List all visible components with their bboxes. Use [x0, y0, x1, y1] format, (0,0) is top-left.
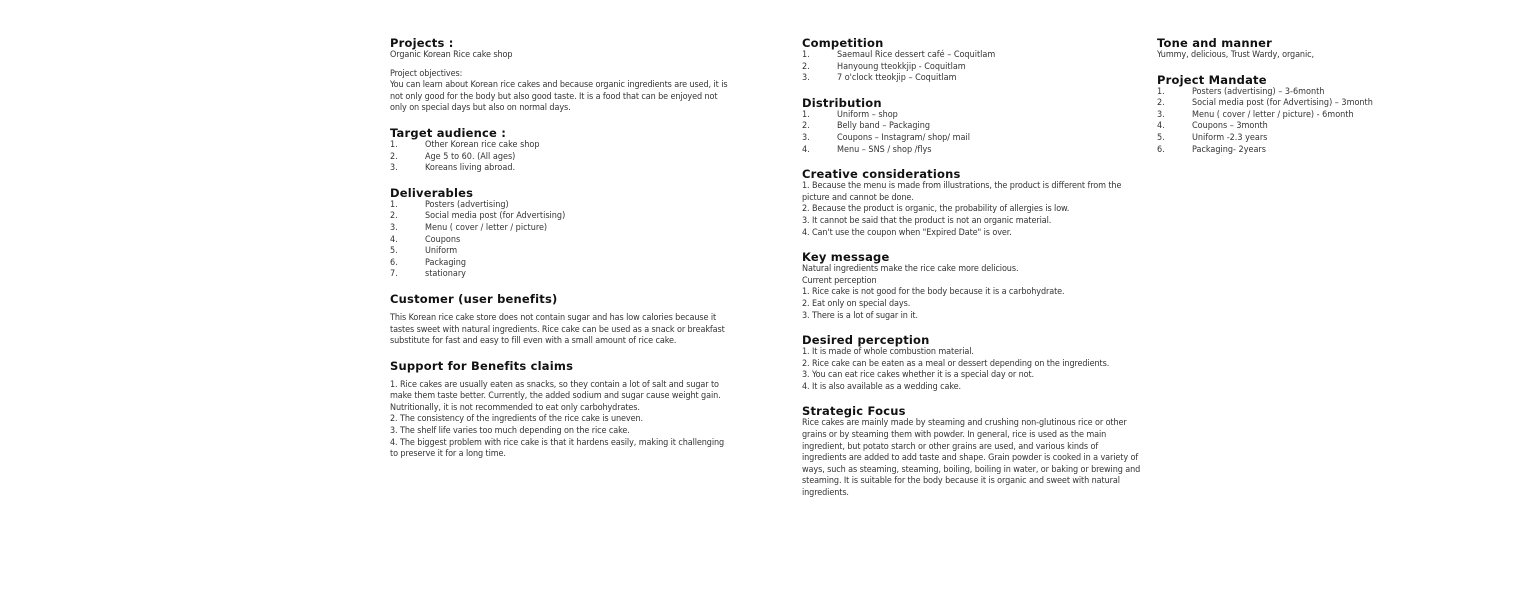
list-item-number: 2.	[390, 151, 398, 162]
list-item-text: Packaging- 2years	[1192, 144, 1266, 155]
text-line: 3. There is a lot of sugar in it.	[802, 310, 918, 321]
text-line: 4. Can't use the coupon when "Expired Date" is over.	[802, 227, 1012, 238]
list-item	[390, 200, 730, 212]
desired-perception-heading: Desired perception	[802, 333, 930, 348]
list-item	[390, 211, 730, 223]
list-item	[802, 133, 1142, 145]
tone-heading: Tone and manner	[1157, 36, 1272, 50]
list-item-number: 3.	[802, 132, 810, 143]
brief-column-middle	[802, 36, 1142, 500]
list-item-text: Uniform	[425, 246, 458, 257]
list-item-text: Saemaul Rice dessert café – Coquitlam	[837, 50, 996, 60]
list-item	[390, 235, 730, 247]
list-item-text: Hanyoung tteokkjip - Coquitlam	[837, 61, 966, 72]
list-item-text: Age 5 to 60. (All ages)	[425, 151, 516, 162]
list-item-text: Uniform – shop	[837, 109, 898, 120]
target-audience-heading: Target audience :	[390, 125, 507, 140]
key-message-lines	[802, 264, 1142, 322]
distribution-list	[802, 110, 1142, 156]
key-message-heading: Key message	[802, 250, 890, 265]
list-item-number: 2.	[802, 121, 810, 132]
list-item-text: Menu ( cover / letter / picture)	[425, 222, 548, 233]
deliverables-heading: Deliverables	[390, 185, 474, 200]
list-item-text: 7 o'clock tteokjip – Coquitlam	[837, 73, 957, 84]
list-item-text: Packaging	[425, 257, 467, 268]
customer-benefits-heading: Customer (user benefits)	[390, 291, 558, 306]
text-line: 3. The shelf life varies too much depending on the rice cake.	[390, 426, 630, 437]
list-item-number: 6.	[1157, 144, 1165, 155]
list-item-number: 4.	[802, 144, 810, 155]
strategic-focus-text: Rice cakes are mainly made by steaming and crushing non-glutinous rice or other grains or by steaming them with powder. In general, rice is used as the main ingredient, but potato starch or other grains are used, and various kinds of ingredients are added to add taste and shape. Grain powder is cooked in a variety of ways, such as steaming, steaming, boiling, boiling in water, or baking or brewing and steaming. It is suitable for the body because it is organic and sweet with natural ingredients.	[802, 418, 1141, 499]
list-item	[390, 258, 730, 270]
list-item	[1157, 133, 1387, 145]
list-item-text: Menu ( cover / letter / picture) - 6month	[1192, 109, 1354, 120]
list-item-text: Coupons – Instagram/ shop/ mail	[837, 132, 970, 143]
list-item-text: Coupons	[425, 234, 461, 245]
list-item-text: Social media post (for Advertising)	[425, 211, 566, 222]
text-line: 1. Rice cake is not good for the body because it is a carbohydrate.	[802, 287, 1065, 298]
list-item-text: Social media post (for Advertising) – 3month	[1192, 98, 1373, 109]
desired-perception-lines	[802, 347, 1142, 393]
list-item-number: 3.	[1157, 109, 1165, 120]
strategic-focus-heading: Strategic Focus	[802, 404, 906, 419]
list-item-number: 5.	[1157, 132, 1165, 143]
text-line: 2. Rice cake can be eaten as a meal or dessert depending on the ingredients.	[802, 358, 1110, 369]
target-audience-section	[390, 126, 730, 175]
brief-column-left	[390, 36, 730, 461]
creative-section	[802, 167, 1142, 239]
strategic-focus-section	[802, 404, 1142, 499]
key-message-section	[802, 250, 1142, 322]
customer-benefits-section	[390, 292, 730, 348]
list-item-text: Coupons – 3month	[1192, 121, 1268, 132]
list-item	[1157, 145, 1387, 157]
list-item	[802, 62, 1142, 74]
creative-lines	[802, 181, 1142, 239]
text-line: 1. Rice cakes are usually eaten as snacks, so they contain a lot of salt and sugar to make them taste better. Currently, the added sodium and sugar cause weight gain. Nutritionally, it is not recommended to eat only carbohydrates.	[390, 379, 721, 413]
list-item	[1157, 98, 1387, 110]
support-claims-heading: Support for Benefits claims	[390, 358, 574, 373]
support-claims-section	[390, 359, 730, 461]
list-item	[802, 73, 1142, 85]
text-line: 1. Because the menu is made from illustrations, the product is different from the picture and cannot be done.	[802, 181, 1122, 203]
competition-list	[802, 50, 1142, 85]
customer-benefits-text: This Korean rice cake store does not contain sugar and has low calories because it tastes sweet with natural ingredients. Rice cake can be used as a snack or breakfast substitute for fast and easy to fill even with a small amount of rice cake.	[390, 312, 725, 347]
tone-section	[1157, 36, 1387, 62]
desired-perception-section	[802, 333, 1142, 393]
support-claims-lines	[390, 380, 730, 461]
deliverables-list	[390, 200, 730, 281]
list-item-text: stationary	[425, 269, 466, 280]
list-item-number: 3.	[802, 73, 810, 84]
tone-text: Yummy, delicious, Trust Wardy, organic,	[1157, 50, 1314, 60]
list-item-number: 1.	[390, 199, 398, 210]
project-name: Organic Korean Rice cake shop	[390, 50, 513, 60]
list-item	[802, 50, 1142, 62]
list-item-number: 1.	[390, 139, 398, 150]
objectives-text: You can learn about Korean rice cakes and because organic ingredients are used, it is not only good for the body but also good taste. It is a food that can be enjoyed not only on special days but also on normal days.	[390, 80, 728, 114]
creative-heading: Creative considerations	[802, 167, 961, 182]
list-item-text: Posters (advertising) – 3-6month	[1192, 86, 1325, 97]
text-line: 3. It cannot be said that the product is not an organic material.	[802, 215, 1052, 226]
list-item-number: 5.	[390, 246, 398, 257]
project-mandate-section	[1157, 73, 1387, 157]
list-item-text: Belly band – Packaging	[837, 121, 931, 132]
list-item	[390, 152, 730, 164]
text-line: 3. You can eat rice cakes whether it is a special day or not.	[802, 370, 1035, 381]
list-item-number: 1.	[802, 50, 810, 60]
list-item	[390, 140, 730, 152]
deliverables-section	[390, 186, 730, 281]
list-item-number: 6.	[390, 257, 398, 268]
list-item	[802, 121, 1142, 133]
list-item-text: Posters (advertising)	[425, 199, 509, 210]
list-item	[390, 246, 730, 258]
list-item	[802, 145, 1142, 157]
brief-column-right	[1157, 36, 1387, 156]
text-line: 2. Because the product is organic, the probability of allergies is low.	[802, 204, 1070, 215]
target-audience-list	[390, 140, 730, 175]
text-line: 4. The biggest problem with rice cake is that it hardens easily, making it challenging to preserve it for a long time.	[390, 437, 725, 460]
list-item	[802, 110, 1142, 122]
list-item-text: Uniform -2.3 years	[1192, 132, 1268, 143]
list-item-number: 2.	[390, 211, 398, 222]
list-item-number: 1.	[802, 109, 810, 120]
list-item-number: 7.	[390, 269, 398, 280]
list-item-text: Menu – SNS / shop /flys	[837, 144, 932, 155]
list-item	[390, 223, 730, 235]
list-item	[1157, 87, 1387, 99]
list-item-number: 3.	[390, 222, 398, 233]
list-item-number: 3.	[390, 163, 398, 174]
list-item	[1157, 110, 1387, 122]
projects-heading: Projects :	[390, 36, 454, 50]
objectives-label: Project objectives:	[390, 68, 463, 79]
list-item-text: Other Korean rice cake shop	[425, 139, 540, 150]
text-line: 1. It is made of whole combustion material.	[802, 347, 974, 358]
list-item-number: 4.	[390, 234, 398, 245]
distribution-heading: Distribution	[802, 95, 882, 110]
project-mandate-list	[1157, 87, 1387, 157]
distribution-section	[802, 96, 1142, 156]
competition-section	[802, 36, 1142, 85]
text-line: 2. Eat only on special days.	[802, 298, 911, 309]
list-item-number: 4.	[1157, 121, 1165, 132]
list-item	[1157, 121, 1387, 133]
list-item	[390, 269, 730, 281]
text-line: Natural ingredients make the rice cake more delicious.	[802, 264, 1019, 275]
project-mandate-heading: Project Mandate	[1157, 72, 1267, 87]
text-line: 2. The consistency of the ingredients of the rice cake is uneven.	[390, 414, 644, 425]
list-item-number: 1.	[1157, 86, 1165, 97]
competition-heading: Competition	[802, 36, 884, 50]
text-line: 4. It is also available as a wedding cake.	[802, 381, 961, 392]
list-item-text: Koreans living abroad.	[425, 163, 516, 174]
text-line: Current perception	[802, 275, 877, 286]
projects-section	[390, 36, 730, 115]
list-item	[390, 163, 730, 175]
list-item-number: 2.	[802, 61, 810, 72]
list-item-number: 2.	[1157, 98, 1165, 109]
